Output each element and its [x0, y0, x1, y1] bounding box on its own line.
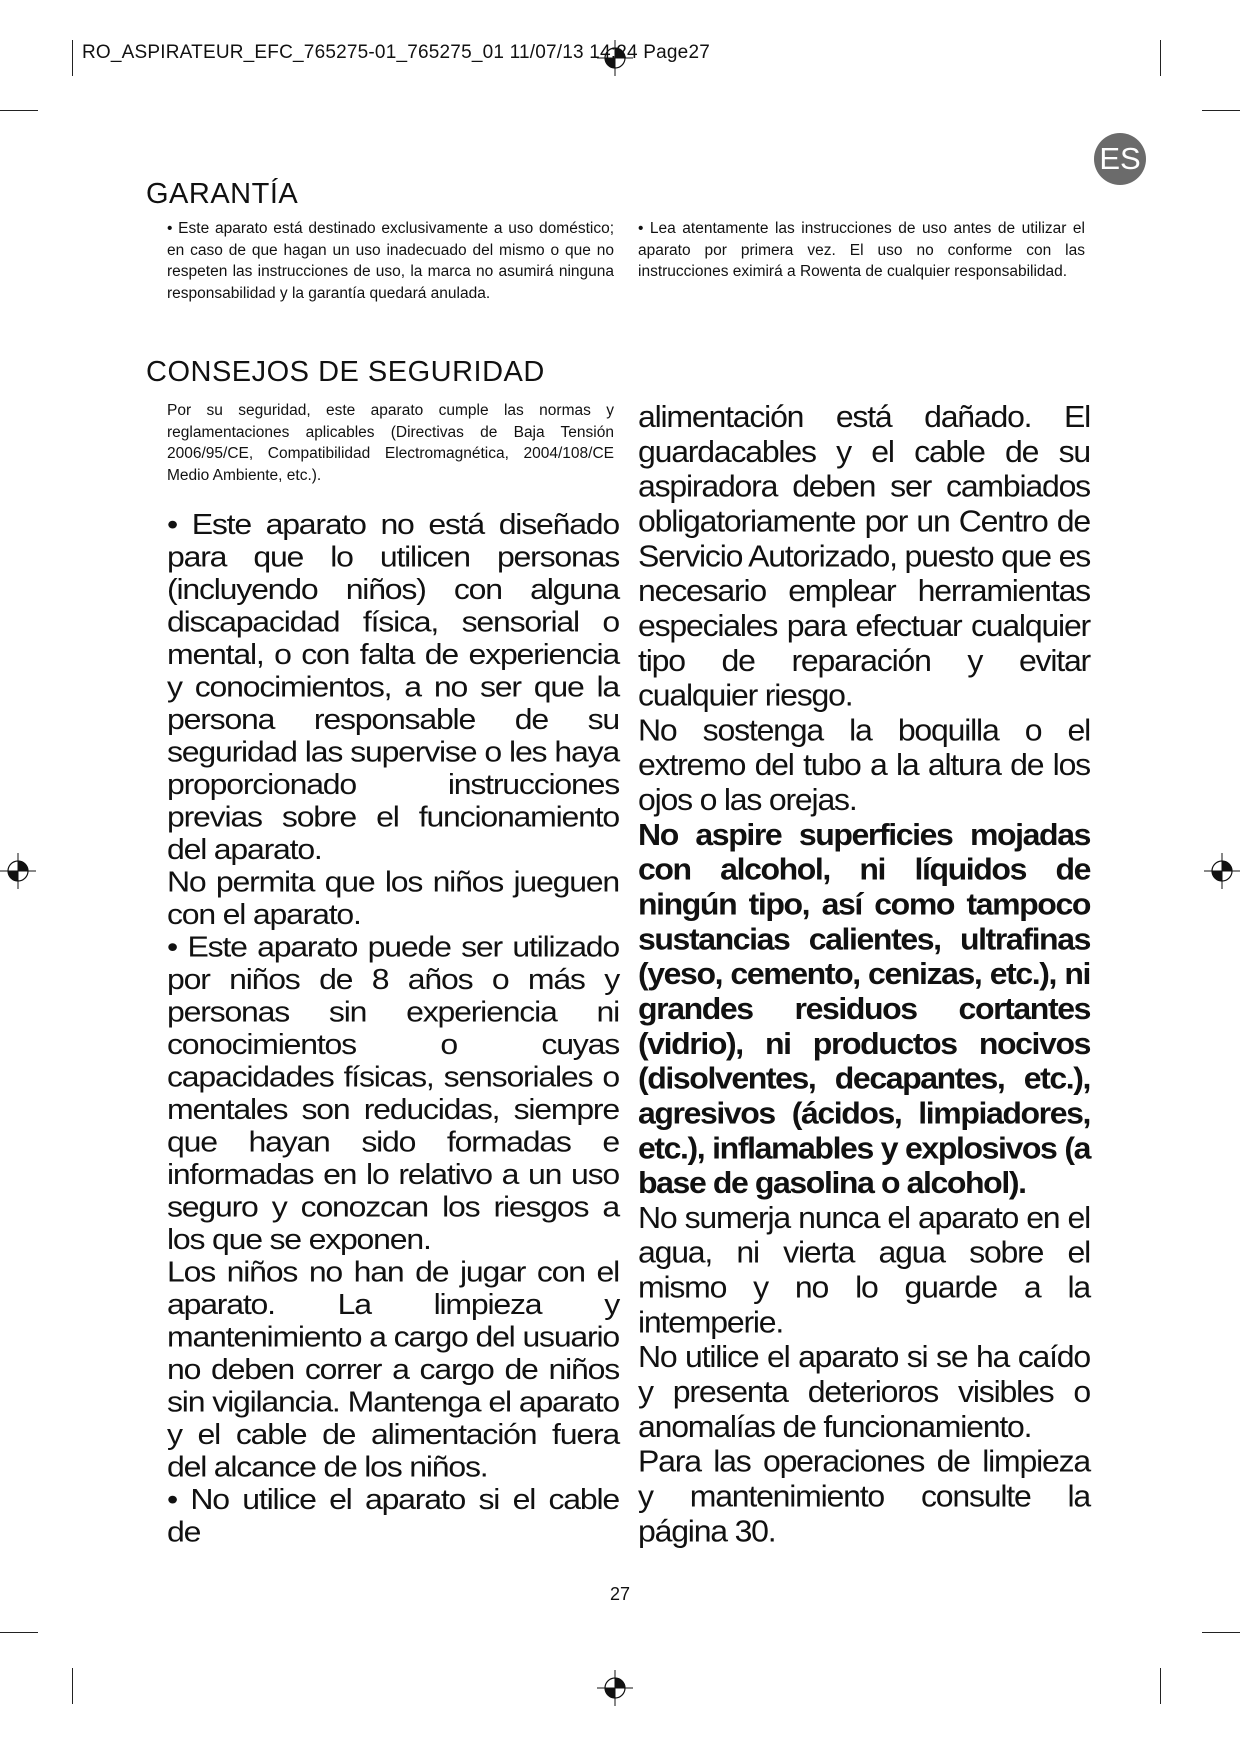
crop-mark: [1202, 110, 1240, 111]
crop-mark: [0, 110, 38, 111]
safety-paragraph: Los niños no han de jugar con el aparato. La limpieza y mantenimiento a cargo del usuario no deben correr a cargo de niños sin vigilancia. Mantenga el aparato y el cable de alimentación fuera del alcance de los niños.: [167, 1255, 619, 1484]
safety-paragraph: No sumerja nunca el aparato en el agua, ni vierta agua sobre el mismo y no lo guarde a la intemperie.: [638, 1199, 1090, 1340]
safety-paragraph: • No utilice el aparato si el cable de: [167, 1483, 619, 1549]
safety-paragraph: No permita que los niños jueguen con el aparato.: [167, 865, 619, 931]
consejos-intro: Por su seguridad, este aparato cumple las normas y reglamentaciones aplicables (Directivas de Baja Tensión 2006/95/CE, Compatibilidad Electromagnética, 2004/108/CE Medio Ambiente, etc.).: [167, 402, 614, 484]
print-file-header: RO_ASPIRATEUR_EFC_765275-01_765275_01 11/07/13 14:24 Page27: [82, 42, 710, 63]
registration-mark-icon: [1204, 853, 1240, 889]
page-number: 27: [609, 1584, 631, 1604]
language-badge: ES: [1094, 133, 1146, 185]
crop-mark: [1160, 1668, 1161, 1704]
safety-paragraph: alimentación está dañado. El guardacables y el cable de su aspiradora deben ser cambiados obligatoriamente por un Centro de Servicio Autorizado, puesto que es necesario emplear herramientas especiales para efectuar cualquier tipo de reparación y evitar cualquier riesgo.: [638, 399, 1090, 713]
registration-mark-icon: [597, 1670, 633, 1706]
registration-mark-icon: [0, 853, 36, 889]
safety-warning-bold: No aspire superficies mojadas con alcohol, ni líquidos de ningún tipo, así como tampoco sustancias calientes, ultrafinas (yeso, cemento, cenizas, etc.), ni grandes residuos cortantes (vidrio), ni productos nocivos (disolventes, decapantes, etc.), agresivos (ácidos, limpiadores, etc.), inflamables y explosivos (a base de gasolina o alcohol).: [638, 816, 1090, 1200]
crop-mark: [72, 40, 73, 76]
safety-right-column: [638, 399, 1090, 1548]
safety-paragraph: • Este aparato no está diseñado para que lo utilicen personas (incluyendo niños) con alguna discapacidad física, sensorial o mental, o con falta de experiencia y conocimientos, a no ser que la persona responsable de su seguridad las supervise o les haya proporcionado instrucciones previas sobre el funcionamiento del aparato.: [167, 508, 619, 866]
crop-mark: [72, 1668, 73, 1704]
crop-mark: [1160, 40, 1161, 76]
consejos-title: CONSEJOS DE SEGURIDAD: [146, 356, 545, 388]
garantia-right-text: • Lea atentamente las instrucciones de uso antes de utilizar el aparato por primera vez. El uso no conforme con las instrucciones eximirá a Rowenta de cualquier responsabilidad.: [638, 220, 1085, 280]
safety-paragraph: No utilice el aparato si se ha caído y presenta deterioros visibles o anomalías de funcionamiento.: [638, 1339, 1090, 1444]
garantia-title: GARANTÍA: [146, 178, 299, 210]
safety-left-column: [167, 508, 619, 1548]
crop-mark: [1202, 1632, 1240, 1633]
safety-paragraph: No sostenga la boquilla o el extremo del tubo a la altura de los ojos o las orejas.: [638, 712, 1090, 817]
safety-paragraph: • Este aparato puede ser utilizado por niños de 8 años o más y personas sin experiencia ni conocimientos o cuyas capacidades físicas, sensoriales o mentales son reducidas, siempre que hayan sido formadas e informadas en lo relativo a un uso seguro y conozcan los riesgos a los que se exponen.: [167, 930, 619, 1256]
crop-mark: [0, 1632, 38, 1633]
garantia-left-text: • Este aparato está destinado exclusivamente a uso doméstico; en caso de que hagan un uso inadecuado del mismo o que no respeten las instrucciones de uso, la marca no asumirá ninguna responsabilidad y la garantía quedará anulada.: [167, 220, 614, 302]
safety-paragraph: Para las operaciones de limpieza y mantenimiento consulte la página 30.: [638, 1443, 1090, 1549]
